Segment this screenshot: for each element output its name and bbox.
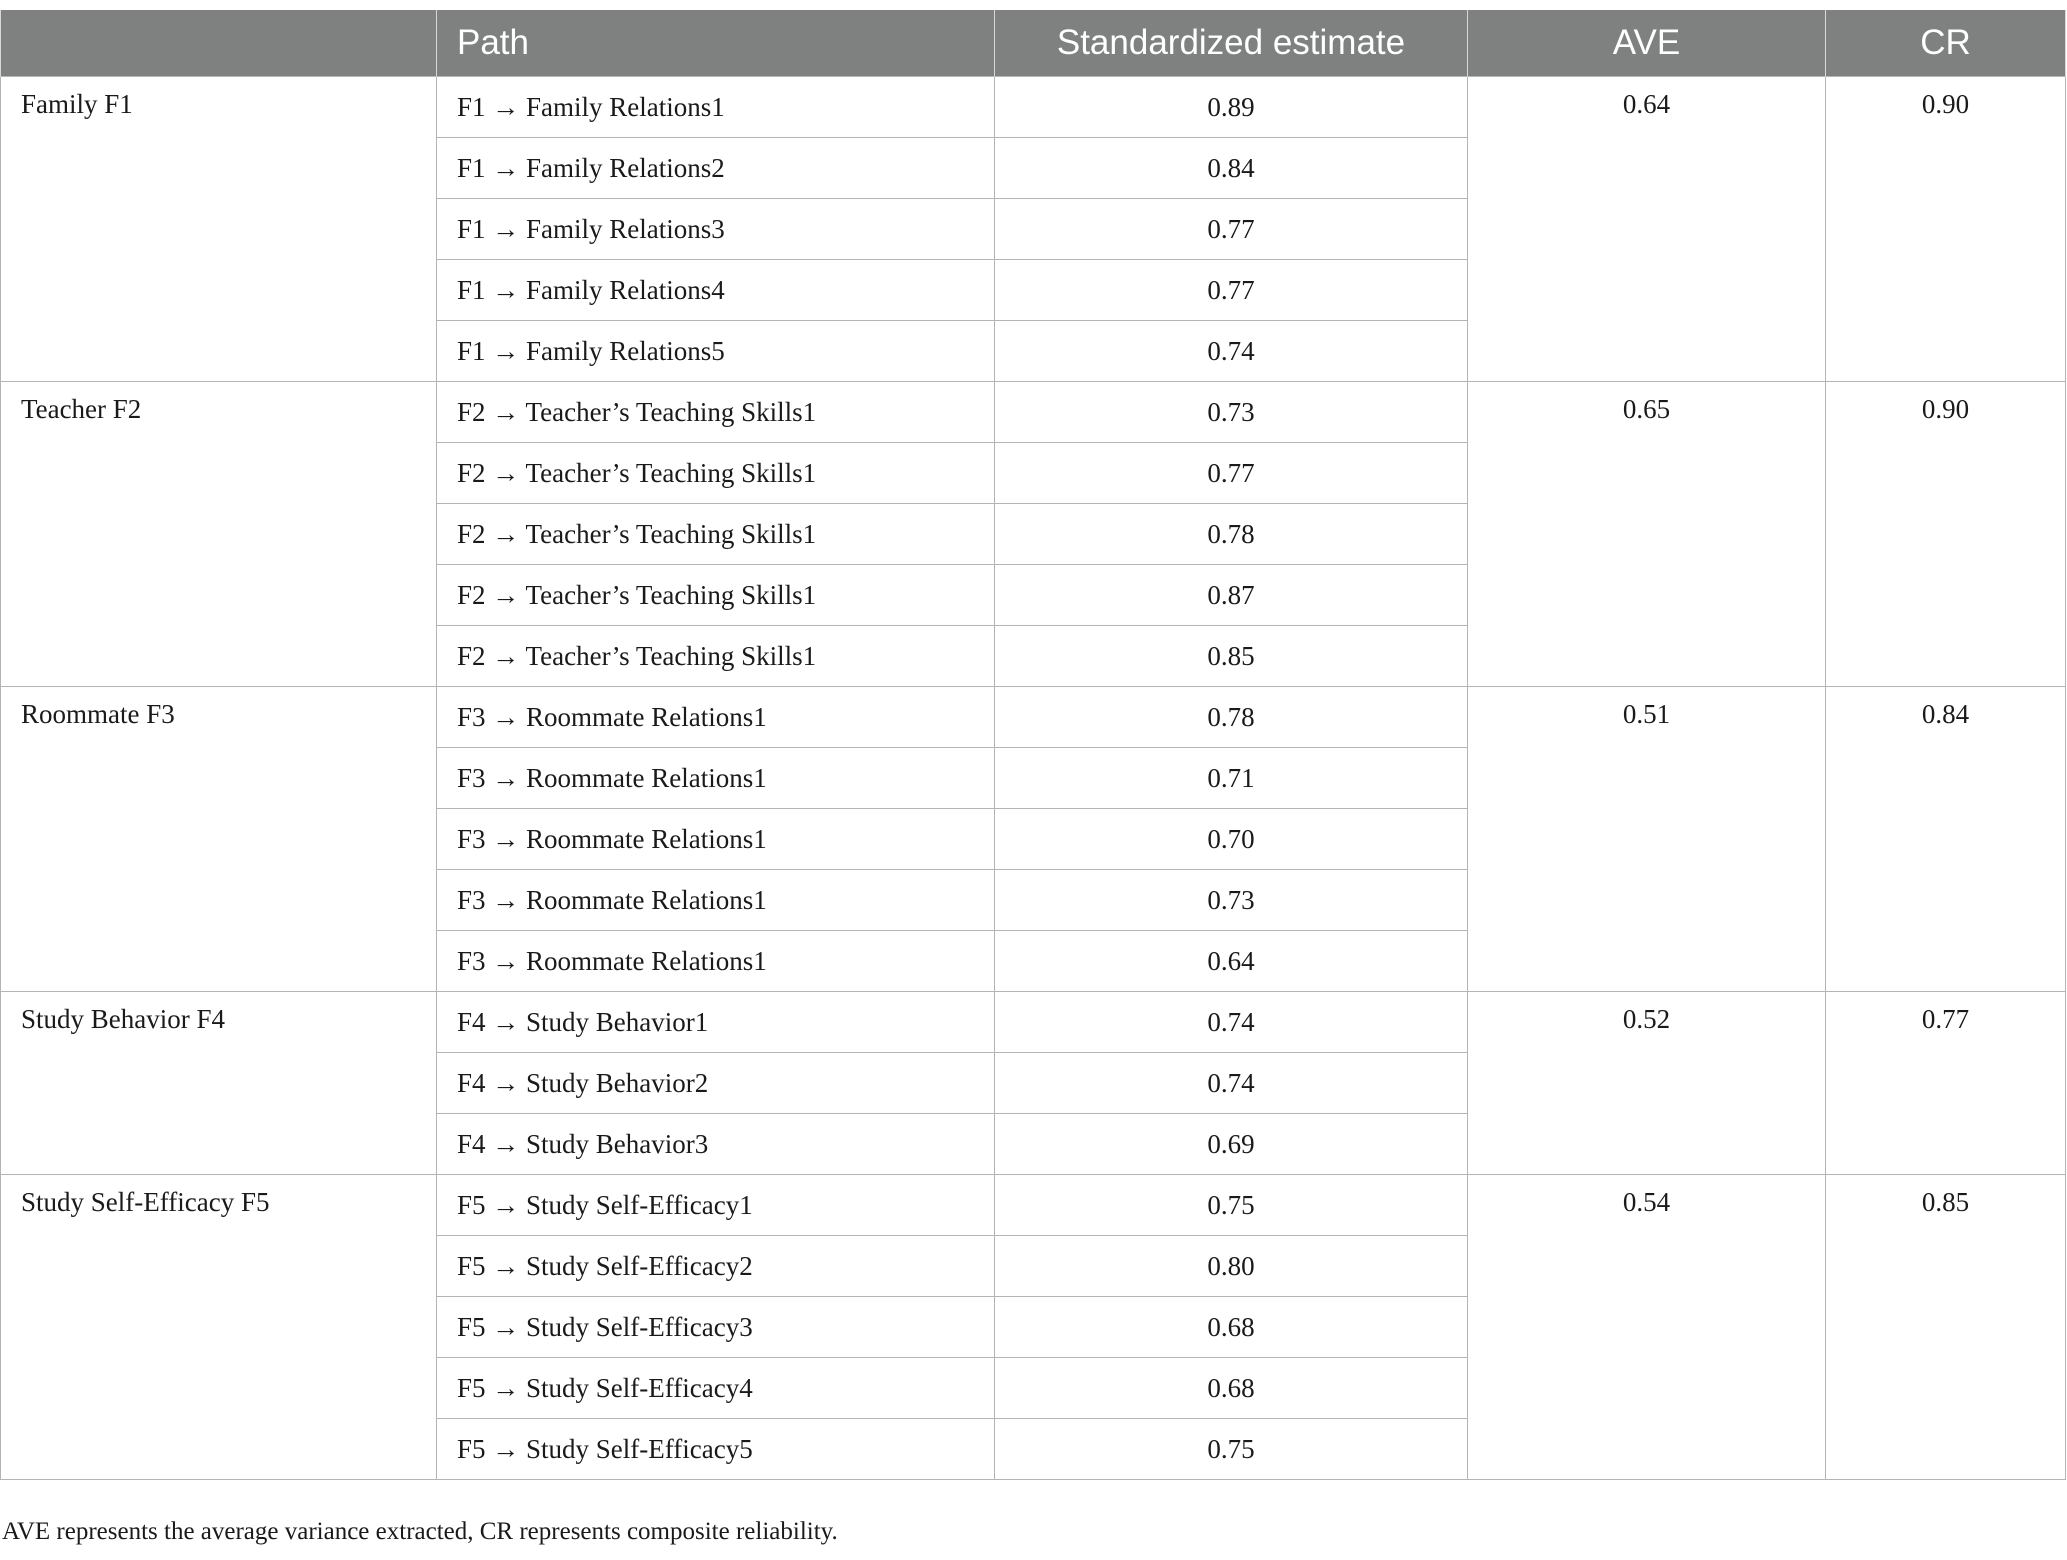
table-row [1,77,2066,138]
path-cell: F3 → Roommate Relations1 [437,748,995,809]
path-cell: F2 → Teacher’s Teaching Skills1 [437,382,995,443]
cr-cell: 0.84 [1826,687,2066,992]
path-cell: F3 → Roommate Relations1 [437,687,995,748]
estimate-cell: 0.80 [995,1236,1468,1297]
path-cell: F4 → Study Behavior2 [437,1053,995,1114]
header-factor [1,10,437,77]
path-cell: F1 → Family Relations3 [437,199,995,260]
estimate-cell: 0.75 [995,1175,1468,1236]
path-cell: F5 → Study Self-Efficacy3 [437,1297,995,1358]
path-cell: F1 → Family Relations2 [437,138,995,199]
path-cell: F1 → Family Relations1 [437,77,995,138]
factor-label: Study Self-Efficacy F5 [1,1175,437,1480]
cr-cell: 0.77 [1826,992,2066,1175]
cr-cell: 0.85 [1826,1175,2066,1480]
estimate-cell: 0.74 [995,1053,1468,1114]
header-cr: CR [1826,10,2066,77]
path-cell: F5 → Study Self-Efficacy1 [437,1175,995,1236]
path-cell: F5 → Study Self-Efficacy2 [437,1236,995,1297]
results-table-container [0,10,2065,1480]
path-cell: F1 → Family Relations4 [437,260,995,321]
table-row [1,1175,2066,1236]
factor-label: Teacher F2 [1,382,437,687]
estimate-cell: 0.74 [995,992,1468,1053]
estimate-cell: 0.84 [995,138,1468,199]
path-cell: F3 → Roommate Relations1 [437,931,995,992]
ave-cell: 0.54 [1468,1175,1826,1480]
ave-cell: 0.52 [1468,992,1826,1175]
table-row [1,382,2066,443]
ave-cell: 0.51 [1468,687,1826,992]
estimate-cell: 0.73 [995,382,1468,443]
factor-label: Roommate F3 [1,687,437,992]
path-cell: F4 → Study Behavior1 [437,992,995,1053]
path-cell: F2 → Teacher’s Teaching Skills1 [437,443,995,504]
estimate-cell: 0.89 [995,77,1468,138]
table-footnote: AVE represents the average variance extracted, CR represents composite reliability. [2,1518,838,1545]
path-cell: F5 → Study Self-Efficacy4 [437,1358,995,1419]
estimate-cell: 0.77 [995,443,1468,504]
estimate-cell: 0.87 [995,565,1468,626]
estimate-cell: 0.71 [995,748,1468,809]
path-cell: F2 → Teacher’s Teaching Skills1 [437,504,995,565]
estimate-cell: 0.68 [995,1297,1468,1358]
cr-cell: 0.90 [1826,77,2066,382]
estimate-cell: 0.77 [995,199,1468,260]
header-path: Path [437,10,995,77]
ave-cell: 0.64 [1468,77,1826,382]
ave-cell: 0.65 [1468,382,1826,687]
path-cell: F2 → Teacher’s Teaching Skills1 [437,565,995,626]
estimate-cell: 0.70 [995,809,1468,870]
path-cell: F3 → Roommate Relations1 [437,809,995,870]
header-row [1,10,2066,77]
path-cell: F2 → Teacher’s Teaching Skills1 [437,626,995,687]
factor-label: Study Behavior F4 [1,992,437,1175]
table-row [1,992,2066,1053]
estimate-cell: 0.64 [995,931,1468,992]
path-cell: F3 → Roommate Relations1 [437,870,995,931]
path-cell: F5 → Study Self-Efficacy5 [437,1419,995,1480]
estimate-cell: 0.78 [995,504,1468,565]
path-cell: F1 → Family Relations5 [437,321,995,382]
header-ave: AVE [1468,10,1826,77]
cr-cell: 0.90 [1826,382,2066,687]
factor-label: Family F1 [1,77,437,382]
table-row [1,687,2066,748]
estimate-cell: 0.85 [995,626,1468,687]
estimate-cell: 0.78 [995,687,1468,748]
estimate-cell: 0.69 [995,1114,1468,1175]
path-cell: F4 → Study Behavior3 [437,1114,995,1175]
estimate-cell: 0.68 [995,1358,1468,1419]
header-standardized-estimate: Standardized estimate [995,10,1468,77]
estimate-cell: 0.73 [995,870,1468,931]
table-header [1,10,2066,77]
estimate-cell: 0.77 [995,260,1468,321]
factor-loadings-table [0,10,2066,1480]
table-body [1,77,2066,1480]
estimate-cell: 0.75 [995,1419,1468,1480]
estimate-cell: 0.74 [995,321,1468,382]
